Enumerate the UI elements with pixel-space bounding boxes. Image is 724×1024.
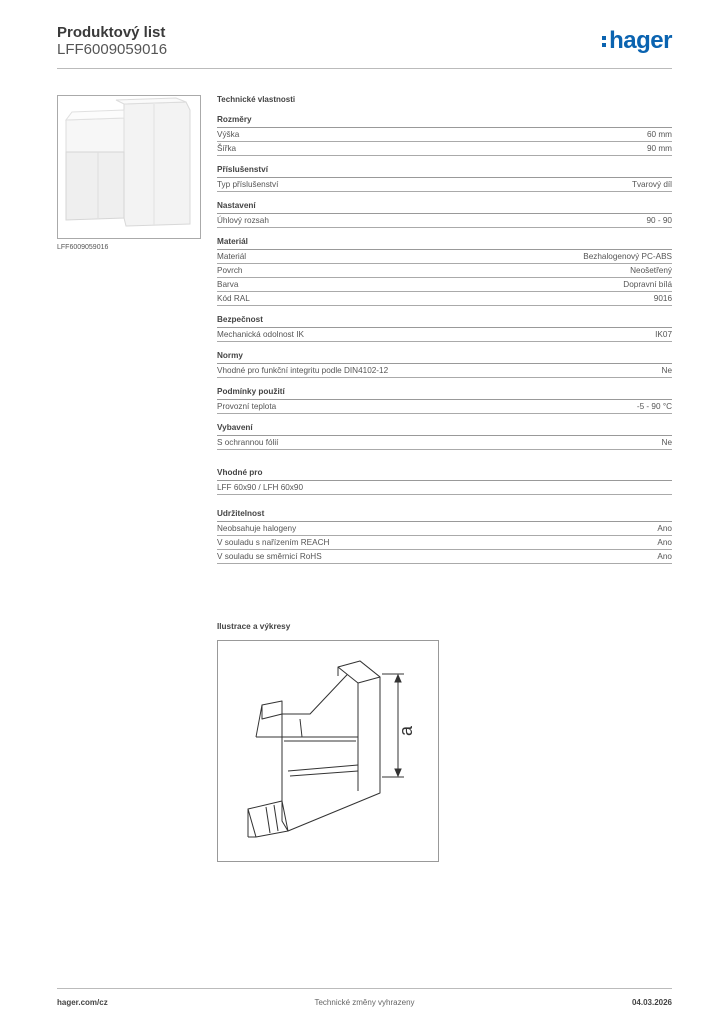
section-title: Bezpečnost <box>217 315 672 328</box>
hager-logo <box>602 27 672 55</box>
spec-label: V souladu s nařízením REACH <box>217 538 330 547</box>
product-photo-image <box>58 96 200 238</box>
spec-value: IK07 <box>655 330 672 339</box>
spec-value: Ne <box>661 438 672 447</box>
spec-row <box>217 364 672 378</box>
product-code: LFF6009059016 <box>57 41 168 58</box>
section-title: Rozměry <box>217 115 672 128</box>
footer-date: 04.03.2026 <box>631 998 672 1007</box>
spec-label: LFF 60x90 / LFH 60x90 <box>217 483 304 492</box>
spec-row <box>217 550 672 564</box>
spec-row <box>217 292 672 306</box>
spec-value: Ano <box>657 524 672 533</box>
technical-specs <box>217 95 672 573</box>
spec-row <box>217 328 672 342</box>
spec-label: S ochrannou fólií <box>217 438 279 447</box>
section-accessories <box>217 165 672 192</box>
spec-label: Šířka <box>217 144 237 153</box>
footer-website-link[interactable]: hager.com/cz <box>57 998 108 1007</box>
spec-label: Mechanická odolnost IK <box>217 330 304 339</box>
spec-row <box>217 436 672 450</box>
spec-label: Vhodné pro funkční integritu podle DIN4102-12 <box>217 366 389 375</box>
dimension-label: a <box>396 725 416 737</box>
section-title: Vhodné pro <box>217 468 672 481</box>
spec-value: -5 - 90 °C <box>636 402 672 411</box>
photo-caption: LFF6009059016 <box>57 244 109 251</box>
technical-drawing <box>217 640 439 862</box>
spec-label: Kód RAL <box>217 294 250 303</box>
spec-row <box>217 178 672 192</box>
page-title: Produktový list <box>57 24 166 41</box>
section-equipment <box>217 423 672 450</box>
spec-label: Neobsahuje halogeny <box>217 524 297 533</box>
line-drawing-image <box>218 641 438 861</box>
header-divider <box>57 68 672 69</box>
spec-label: Provozní teplota <box>217 402 277 411</box>
spec-row <box>217 400 672 414</box>
section-title: Vybavení <box>217 423 672 436</box>
section-title: Materiál <box>217 237 672 250</box>
spec-value: Tvarový díl <box>631 180 672 189</box>
product-photo <box>57 95 201 239</box>
section-sustainability <box>217 509 672 564</box>
spec-row <box>217 264 672 278</box>
spec-row <box>217 142 672 156</box>
spec-label: Barva <box>217 280 239 289</box>
section-settings <box>217 201 672 228</box>
spec-row <box>217 481 672 495</box>
spec-label: V souladu se směrnicí RoHS <box>217 552 322 561</box>
spec-value: Ne <box>661 366 672 375</box>
spec-row <box>217 250 672 264</box>
spec-value: 90 - 90 <box>646 216 672 225</box>
illustration-title: Ilustrace a výkresy <box>217 622 291 631</box>
logo-text: hager <box>609 27 672 54</box>
section-title: Nastavení <box>217 201 672 214</box>
spec-row <box>217 214 672 228</box>
spec-value: 9016 <box>653 294 672 303</box>
section-conditions <box>217 387 672 414</box>
spec-value: 90 mm <box>646 144 672 153</box>
spec-value: 60 mm <box>646 130 672 139</box>
spec-label: Povrch <box>217 266 243 275</box>
spec-label: Typ příslušenství <box>217 180 279 189</box>
section-title: Normy <box>217 351 672 364</box>
spec-row <box>217 128 672 142</box>
section-title: Podmínky použití <box>217 387 672 400</box>
logo-dots-icon <box>602 36 607 50</box>
section-material <box>217 237 672 306</box>
spec-value: Ano <box>657 538 672 547</box>
section-safety <box>217 315 672 342</box>
specs-title: Technické vlastnosti <box>217 95 296 104</box>
spec-value: Ano <box>657 552 672 561</box>
spec-label: Úhlový rozsah <box>217 216 269 225</box>
footer-divider <box>57 988 672 989</box>
spec-label: Výška <box>217 130 240 139</box>
spec-row <box>217 522 672 536</box>
spec-label: Materiál <box>217 252 247 261</box>
spec-value: Neošetřený <box>630 266 672 275</box>
spec-row <box>217 278 672 292</box>
page-header <box>57 24 672 68</box>
section-title: Příslušenství <box>217 165 672 178</box>
spec-value: Bezhalogenový PC-ABS <box>583 252 672 261</box>
spec-row <box>217 536 672 550</box>
footer-note: Technické změny vyhrazeny <box>314 998 415 1007</box>
section-suitable-for <box>217 468 672 495</box>
section-title: Udržitelnost <box>217 509 672 522</box>
section-standards <box>217 351 672 378</box>
spec-value: Dopravní bílá <box>623 280 672 289</box>
section-dimensions <box>217 115 672 156</box>
